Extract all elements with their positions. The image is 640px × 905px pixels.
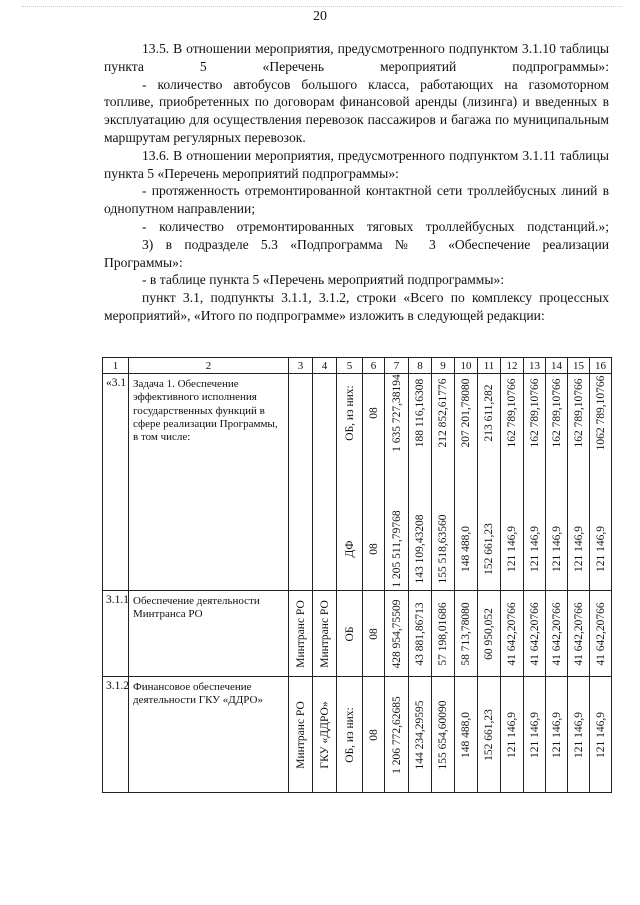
paragraph-13-6-item-2: - количество отремонтированных тяговых троллейбусных подстанций.»; — [142, 218, 609, 234]
amount-cell-col14 — [546, 677, 568, 793]
code-cell — [363, 374, 385, 591]
amount-cell-col12 — [501, 677, 524, 793]
paragraph-table-intro: - в таблице пункта 5 «Перечень мероприятий подпрограммы»: — [142, 272, 505, 288]
code-cell-text: 08 — [367, 728, 380, 741]
amount-cell-col8 — [409, 374, 432, 591]
executor-cell-text: Минтранс РО — [294, 599, 307, 668]
amount-cell-col13-text: 162 789,10766 — [528, 378, 541, 448]
row-code: 3.1.2 — [103, 677, 129, 793]
participant-cell-text: Минтранс РО — [318, 599, 331, 668]
amount-cell-col10-text: 148 488,0 — [460, 525, 472, 572]
column-header-1: 1 — [103, 358, 129, 374]
amount-cell-col13 — [524, 677, 546, 793]
amount-cell-col14-text: 41 642,20766 — [550, 601, 563, 666]
paragraph-13-5-item: - количество автобусов большого класса, работающих на газомоторном топливе, приобретенных по договорам финансовой аренды (лизинга) и введенных в эксплуатацию для осуществления перевозок пассажиров и багажа по муниципальным маршрутам регулярных перевозок. — [104, 76, 609, 145]
executor-cell — [289, 677, 313, 793]
amount-cell-col14 — [546, 374, 568, 591]
amount-cell-col15-text: 162 789,10766 — [572, 378, 585, 448]
amount-cell-col11 — [478, 374, 501, 591]
header-row — [103, 358, 612, 374]
amount-cell-col14-text: 121 146,9 — [550, 525, 563, 572]
paragraph-13-5: 13.5. В отношении мероприятия, предусмотренного подпунктом 3.1.10 таблицы пункта 5 «Перечень мероприятий подпрограммы»: — [104, 41, 609, 74]
amount-cell-col11-text: 60 950,052 — [483, 607, 495, 660]
funding-source-cell-text: ОБ, из них: — [343, 385, 356, 441]
column-header-14: 14 — [546, 358, 568, 374]
amount-cell-col14-text: 121 146,9 — [550, 711, 563, 758]
amount-cell-col15 — [568, 677, 590, 793]
executor-cell — [289, 591, 313, 677]
funding-source-cell — [337, 591, 363, 677]
amount-cell-col9-text: 155 518,63560 — [437, 514, 449, 584]
amount-cell-col7 — [385, 677, 409, 793]
row-code: 3.1.1 — [103, 591, 129, 677]
column-header-3: 3 — [289, 358, 313, 374]
column-header-8: 8 — [409, 358, 432, 374]
amount-cell-col12-text: 162 789,10766 — [506, 378, 518, 448]
amount-cell-col8-text: 143 109,43208 — [414, 514, 426, 584]
executor-cell-text: Минтранс РО — [294, 700, 307, 769]
amount-cell-col10 — [455, 591, 478, 677]
row-description: Обеспечение деятельности Минтранса РО — [129, 591, 289, 677]
table-row — [103, 677, 612, 793]
amount-cell-col10-text: 148 488,0 — [460, 711, 472, 758]
table-row — [103, 591, 612, 677]
amount-cell-col12-text: 41 642,20766 — [506, 601, 518, 666]
paragraph-subsection-5-3: 3) в подразделе 5.3 «Подпрограмма № 3 «Обеспечение реализации Программы»: — [104, 236, 609, 270]
column-header-7: 7 — [385, 358, 409, 374]
amount-cell-col16 — [590, 591, 612, 677]
amount-cell-col8 — [409, 591, 432, 677]
amount-cell-col11-text: 152 661,23 — [483, 708, 495, 761]
amount-cell-col16-text: 121 146,9 — [594, 711, 607, 758]
paragraph-edit-instruction: пункт 3.1, подпункты 3.1.1, 3.1.2, строки «Всего по комплексу процессных мероприятий», «Итого по подпрограмме» изложить в следующей редакции: — [104, 290, 609, 323]
amount-cell-col12-text: 121 146,9 — [506, 525, 518, 572]
amount-cell-col16-text: 1062 789,10766 — [594, 375, 607, 451]
funding-source-cell-text: ОБ, из них: — [343, 706, 356, 763]
amount-cell-col9-text: 212 852,61776 — [437, 378, 449, 448]
row-description: Задача 1. Обеспечение эффективного исполнения государственных функций в сфере реализации Программы, в том числе: — [129, 374, 289, 591]
amount-cell-col7-text: 428 954,75509 — [390, 599, 403, 668]
code-cell-text: 08 — [367, 407, 380, 419]
column-header-4: 4 — [313, 358, 337, 374]
amount-cell-col11-text: 152 661,23 — [483, 523, 495, 575]
measures-table — [102, 357, 612, 793]
participant-cell — [313, 591, 337, 677]
column-header-15: 15 — [568, 358, 590, 374]
participant-cell — [313, 677, 337, 793]
amount-cell-col10 — [455, 374, 478, 591]
funding-source-cell-text: ДФ — [343, 540, 356, 558]
amount-cell-col11-text: 213 611,282 — [483, 384, 495, 442]
amount-cell-col9-text: 57 198,01686 — [437, 601, 449, 666]
amount-cell-col9-text: 155 654,60090 — [437, 700, 449, 769]
paragraph-13-6: 13.6. В отношении мероприятия, предусмотренного подпунктом 3.1.11 таблицы пункта 5 «Перечень мероприятий подпрограммы»: — [104, 147, 609, 181]
amount-cell-col8-text: 144 234,29595 — [414, 700, 426, 769]
paragraph-13-6-item-1: - протяженность отремонтированной контактной сети троллейбусных линий в однопутном направлении; — [104, 183, 609, 217]
amount-cell-col15 — [568, 374, 590, 591]
amount-cell-col7-text: 1 206 772,62685 — [390, 695, 403, 774]
funding-source-cell — [337, 677, 363, 793]
column-header-11: 11 — [478, 358, 501, 374]
amount-cell-col10 — [455, 677, 478, 793]
amount-cell-col12 — [501, 374, 524, 591]
amount-cell-col8-text: 188 116,16308 — [414, 378, 426, 448]
amount-cell-col16-text: 121 146,9 — [594, 525, 607, 572]
amount-cell-col9 — [432, 374, 455, 591]
amount-cell-col15-text: 121 146,9 — [572, 711, 585, 758]
amount-cell-col13 — [524, 374, 546, 591]
code-cell-text: 08 — [367, 543, 380, 555]
amount-cell-col16 — [590, 374, 612, 591]
amount-cell-col13-text: 121 146,9 — [528, 525, 541, 572]
amount-cell-col11 — [478, 677, 501, 793]
amount-cell-col8 — [409, 677, 432, 793]
column-header-6: 6 — [363, 358, 385, 374]
amount-cell-col15-text: 41 642,20766 — [572, 601, 585, 666]
amount-cell-col10-text: 58 713,78080 — [460, 601, 472, 666]
funding-source-cell — [337, 374, 363, 591]
amount-cell-col10-text: 207 201,78080 — [460, 378, 472, 448]
row-description: Финансовое обеспечение деятельности ГКУ «ДДРО» — [129, 677, 289, 793]
amount-cell-col16 — [590, 677, 612, 793]
column-header-12: 12 — [501, 358, 524, 374]
body-text — [104, 40, 609, 325]
amount-cell-col9 — [432, 591, 455, 677]
amount-cell-col13-text: 121 146,9 — [528, 711, 541, 758]
funding-source-cell-text: ОБ — [343, 626, 356, 641]
column-header-2: 2 — [129, 358, 289, 374]
column-header-5: 5 — [337, 358, 363, 374]
page-number: 20 — [313, 9, 327, 24]
amount-cell-col12 — [501, 591, 524, 677]
amount-cell-col9 — [432, 677, 455, 793]
amount-cell-col7 — [385, 374, 409, 591]
amount-cell-col15-text: 121 146,9 — [572, 525, 585, 572]
executor-cell — [289, 374, 313, 591]
amount-cell-col7-text: 1 635 727,38194 — [390, 374, 403, 452]
table-row — [103, 374, 612, 591]
participant-cell — [313, 374, 337, 591]
amount-cell-col14-text: 162 789,10766 — [550, 378, 563, 448]
column-header-16: 16 — [590, 358, 612, 374]
amount-cell-col13 — [524, 591, 546, 677]
column-header-13: 13 — [524, 358, 546, 374]
amount-cell-col15 — [568, 591, 590, 677]
amount-cell-col14 — [546, 591, 568, 677]
amount-cell-col11 — [478, 591, 501, 677]
amount-cell-col8-text: 43 881,86713 — [414, 601, 426, 666]
code-cell — [363, 677, 385, 793]
column-header-10: 10 — [455, 358, 478, 374]
participant-cell-text: ГКУ «ДДРО» — [318, 700, 331, 769]
amount-cell-col13-text: 41 642,20766 — [528, 601, 541, 666]
code-cell-text: 08 — [367, 627, 380, 640]
column-header-9: 9 — [432, 358, 455, 374]
amount-cell-col7-text: 1 205 511,79768 — [390, 510, 403, 588]
row-code: «3.1 — [103, 374, 129, 591]
amount-cell-col16-text: 41 642,20766 — [594, 601, 607, 666]
amount-cell-col12-text: 121 146,9 — [506, 711, 518, 758]
amount-cell-col7 — [385, 591, 409, 677]
code-cell — [363, 591, 385, 677]
